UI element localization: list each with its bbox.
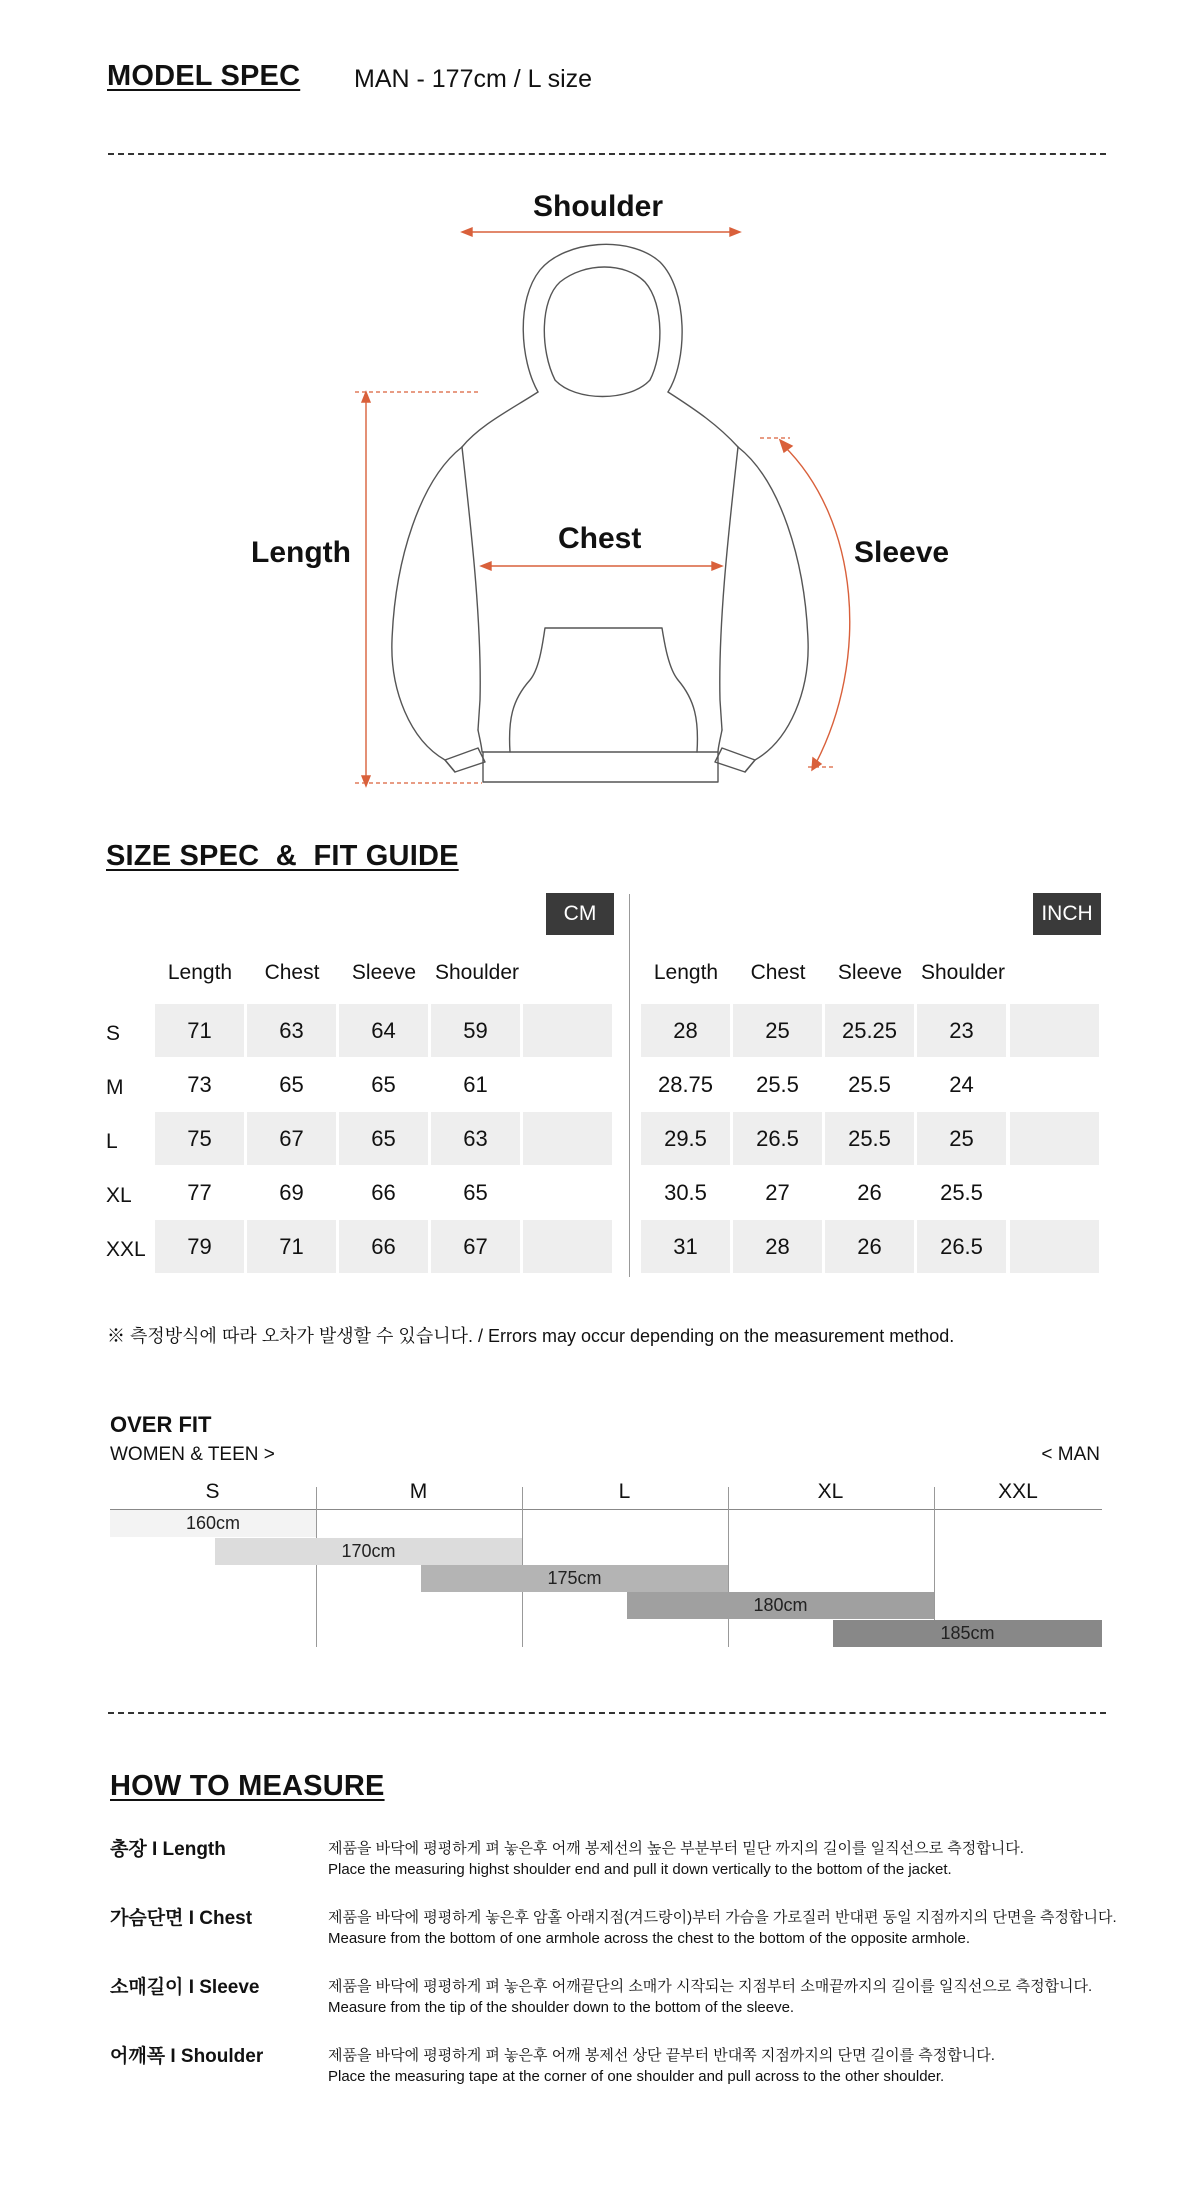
measure-label-length: 총장 I Length [110, 1839, 226, 1860]
cm-cell: 71 [155, 1004, 244, 1057]
over-fit-size-xxl: XXL [998, 1480, 1038, 1503]
cm-cell-empty [523, 1004, 612, 1057]
cm-cell: 63 [247, 1004, 336, 1057]
model-spec-value: MAN - 177cm / L size [354, 65, 593, 93]
measure-label-sleeve: 소매길이 I Sleeve [110, 1977, 260, 1998]
cm-cell: 73 [187, 1072, 212, 1097]
chest-label: Chest [558, 522, 642, 555]
inch-col-length: Length [653, 961, 719, 984]
inch-cell: 25.5 [848, 1072, 891, 1097]
inch-cell: 28 [733, 1220, 822, 1273]
cm-col-chest: Chest [264, 961, 320, 984]
inch-cell: 25.25 [825, 1004, 914, 1057]
divider-top [108, 153, 1106, 155]
over-fit-size-l: L [618, 1480, 631, 1503]
inch-cell: 26 [825, 1220, 914, 1273]
cm-row-label: M [106, 1076, 124, 1099]
cm-cell-empty [523, 1112, 612, 1165]
inch-cell-empty [1010, 1112, 1099, 1165]
cm-row-label: L [106, 1130, 118, 1153]
measure-ko-shoulder: 제품을 바닥에 평평하게 펴 놓은후 어깨 봉제선 상단 끝부터 반대쪽 지점까지의 단면 길이를 측정합니다. [328, 2047, 995, 2064]
cm-cell: 65 [463, 1180, 488, 1205]
measurement-note: ※ 측정방식에 따라 오차가 발생할 수 있습니다. / Errors may occur depending on the measurement method. [107, 1326, 955, 1346]
cm-cell: 65 [339, 1112, 428, 1165]
length-label: Length [251, 536, 351, 569]
inch-cell: 28.75 [657, 1072, 714, 1097]
inch-cell: 25.5 [756, 1072, 799, 1097]
cm-col-shoulder: Shoulder [434, 961, 520, 984]
cm-cell: 67 [247, 1112, 336, 1165]
inch-cell: 25 [733, 1004, 822, 1057]
cm-row-label: XXL [106, 1238, 146, 1261]
cm-cell: 71 [247, 1220, 336, 1273]
cm-cell: 63 [431, 1112, 520, 1165]
inch-cell: 29.5 [641, 1112, 730, 1165]
model-spec-title: MODEL SPEC [107, 60, 301, 92]
inch-cell: 25.5 [825, 1112, 914, 1165]
inch-col-shoulder: Shoulder [920, 961, 1006, 984]
cm-row-label: XL [106, 1184, 132, 1207]
table-divider [629, 894, 630, 1277]
over-fit-size-xl: XL [817, 1480, 844, 1503]
inch-cell: 26.5 [733, 1112, 822, 1165]
cm-cell: 61 [463, 1072, 488, 1097]
inch-cell: 23 [917, 1004, 1006, 1057]
cm-cell: 65 [279, 1072, 304, 1097]
measure-label-shoulder: 어깨폭 I Shoulder [110, 2046, 264, 2067]
measure-ko-chest: 제품을 바닥에 평평하게 놓은후 암홀 아래지점(겨드랑이)부터 가슴을 가로질러 반대편 동일 지점까지의 단면을 측정합니다. [328, 1909, 1117, 1926]
cm-cell: 69 [279, 1180, 304, 1205]
over-fit-left-label: WOMEN & TEEN > [110, 1444, 275, 1465]
sleeve-label: Sleeve [854, 536, 950, 569]
over-fit-title: OVER FIT [110, 1412, 212, 1437]
cm-col-length: Length [167, 961, 233, 984]
inch-cell: 24 [949, 1072, 974, 1097]
measure-en-shoulder: Place the measuring tape at the corner of one shoulder and pull across to the other shoulder. [328, 2068, 945, 2085]
measure-ko-length: 제품을 바닥에 평평하게 펴 놓은후 어깨 봉제선의 높은 부분부터 밑단 까지의 길이를 일직선으로 측정합니다. [328, 1840, 1024, 1857]
measure-en-length: Place the measuring highst shoulder end and pull it down vertically to the bottom of the jacket. [328, 1861, 952, 1878]
hoodie-diagram [0, 160, 1200, 800]
inch-unit-badge: INCH [1033, 893, 1101, 935]
cm-cell: 79 [155, 1220, 244, 1273]
inch-cell: 26.5 [917, 1220, 1006, 1273]
over-fit-bar-180: 180cm [627, 1592, 934, 1619]
cm-row-label: S [106, 1022, 121, 1045]
cm-cell: 65 [371, 1072, 396, 1097]
cm-cell: 66 [371, 1180, 396, 1205]
hoodie-illustration [0, 160, 1200, 800]
inch-cell: 27 [765, 1180, 790, 1205]
inch-col-sleeve: Sleeve [837, 961, 903, 984]
over-fit-bar-170: 170cm [215, 1538, 522, 1565]
cm-cell: 75 [155, 1112, 244, 1165]
divider-bottom [108, 1712, 1106, 1714]
inch-cell: 25.5 [940, 1180, 983, 1205]
cm-cell: 67 [431, 1220, 520, 1273]
over-fit-gridline [316, 1487, 317, 1647]
cm-cell: 66 [339, 1220, 428, 1273]
measure-label-chest: 가슴단면 I Chest [110, 1908, 253, 1929]
over-fit-size-s: S [205, 1480, 220, 1503]
how-to-measure-title: HOW TO MEASURE [110, 1770, 385, 1802]
inch-cell-empty [1010, 1004, 1099, 1057]
over-fit-right-label: < MAN [1041, 1444, 1100, 1465]
inch-cell: 30.5 [664, 1180, 707, 1205]
over-fit-bar-160: 160cm [110, 1510, 316, 1537]
inch-cell: 28 [641, 1004, 730, 1057]
shoulder-label: Shoulder [533, 190, 664, 223]
size-spec-title: SIZE SPEC & FIT GUIDE [106, 840, 459, 872]
over-fit-size-m: M [409, 1480, 428, 1503]
over-fit-bar-185: 185cm [833, 1620, 1102, 1647]
inch-cell-empty [1010, 1220, 1099, 1273]
cm-unit-badge: CM [546, 893, 614, 935]
cm-cell: 59 [431, 1004, 520, 1057]
inch-col-chest: Chest [750, 961, 806, 984]
inch-cell: 26 [857, 1180, 882, 1205]
cm-col-sleeve: Sleeve [351, 961, 417, 984]
over-fit-gridline [728, 1487, 729, 1647]
inch-cell: 25 [917, 1112, 1006, 1165]
measure-en-chest: Measure from the bottom of one armhole across the chest to the bottom of the opposite armhole. [328, 1930, 971, 1947]
measure-ko-sleeve: 제품을 바닥에 평평하게 펴 놓은후 어깨끝단의 소매가 시작되는 지점부터 소매끝까지의 길이를 일직선으로 측정합니다. [328, 1978, 1093, 1995]
cm-cell: 64 [339, 1004, 428, 1057]
inch-cell: 31 [641, 1220, 730, 1273]
measure-en-sleeve: Measure from the tip of the shoulder down to the bottom of the sleeve. [328, 1999, 795, 2016]
cm-cell: 77 [187, 1180, 212, 1205]
cm-cell-empty [523, 1220, 612, 1273]
over-fit-bar-175: 175cm [421, 1565, 728, 1592]
